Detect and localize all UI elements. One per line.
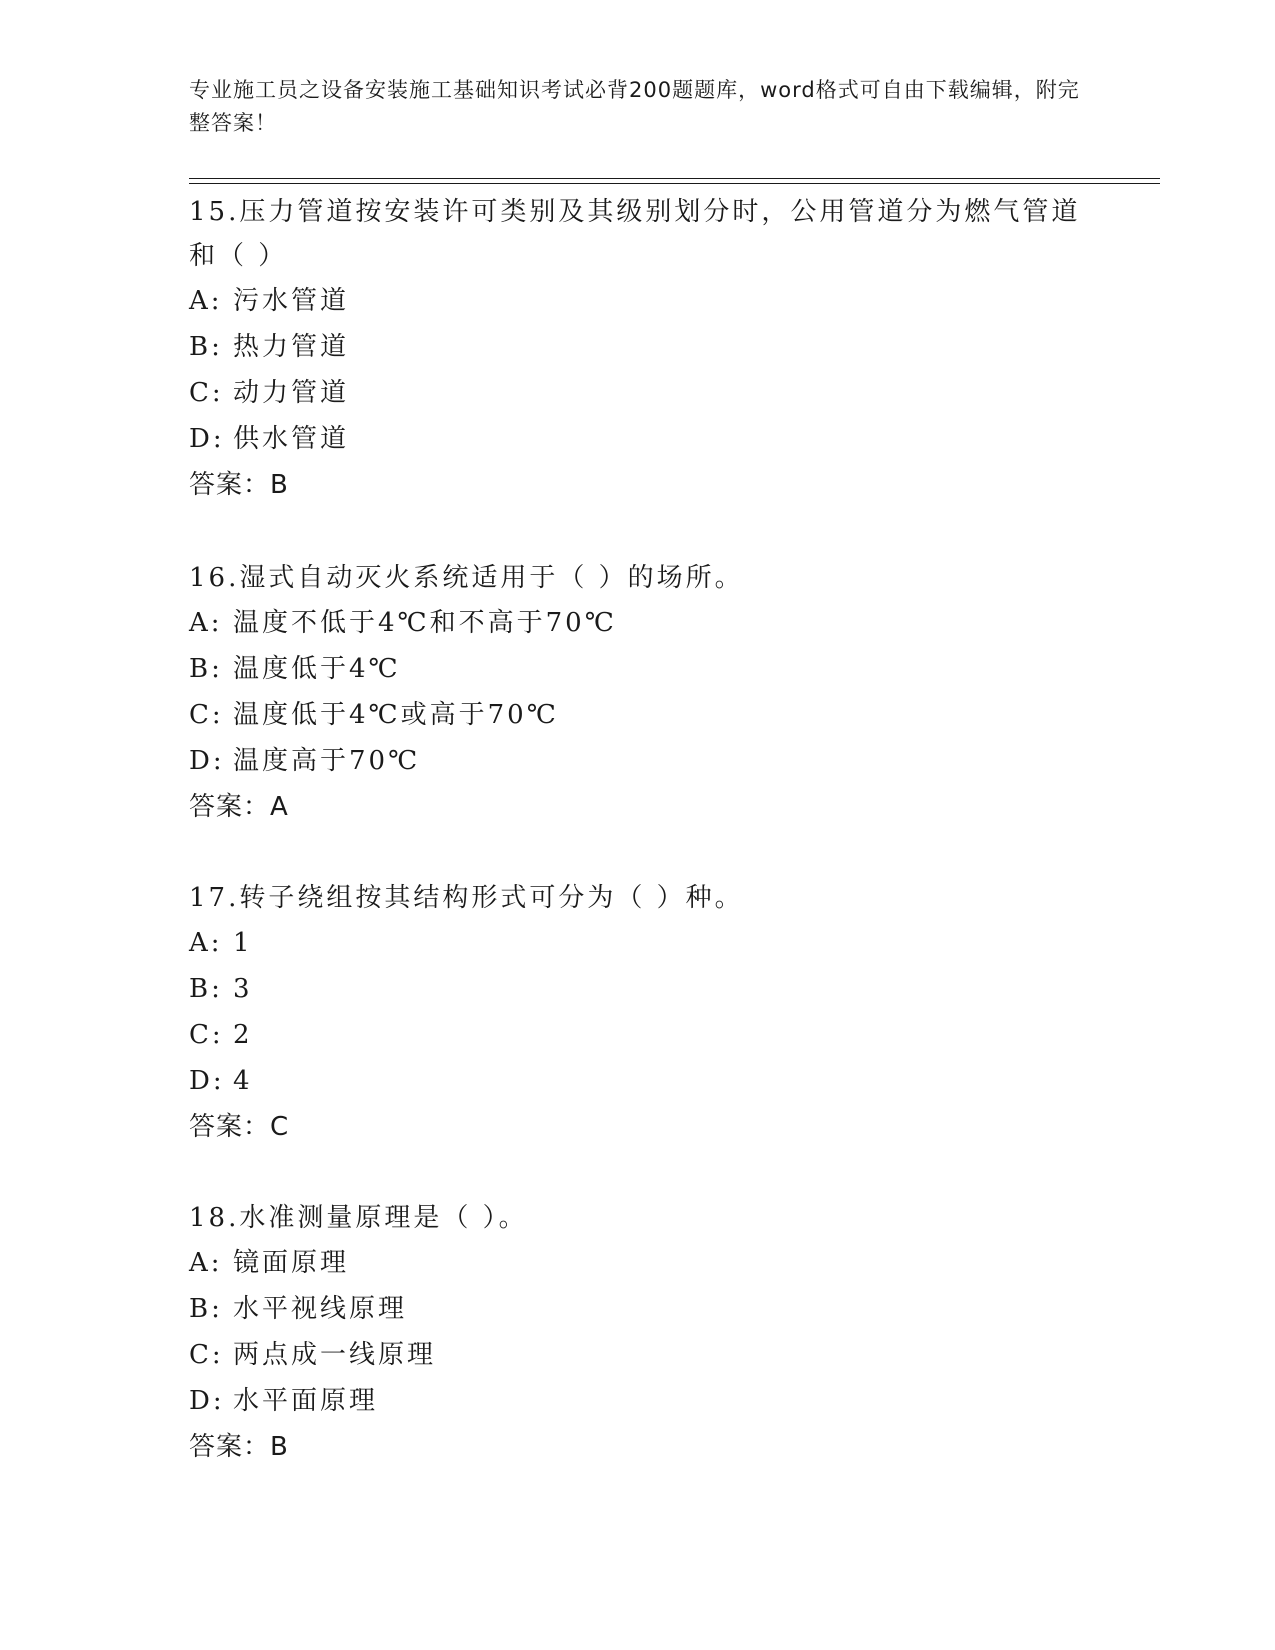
option-text: 水平视线原理 bbox=[233, 1294, 408, 1324]
option-c bbox=[189, 1332, 1089, 1378]
question-17 bbox=[189, 876, 1089, 1150]
answer: 答案：B bbox=[189, 470, 289, 500]
option-text: 温度低于4℃或高于70℃ bbox=[233, 700, 559, 730]
option-d bbox=[189, 738, 1089, 784]
option-d bbox=[189, 416, 1089, 462]
option-label: D: bbox=[189, 1386, 225, 1416]
option-label: C: bbox=[189, 1020, 224, 1050]
answer: 答案：B bbox=[189, 1432, 289, 1462]
option-text: 温度高于70℃ bbox=[233, 746, 421, 776]
question-text: 15.压力管道按安装许可类别及其级别划分时，公用管道分为燃气管道和（ ） bbox=[189, 197, 1081, 271]
option-text: 2 bbox=[233, 1020, 253, 1050]
question-text: 17.转子绕组按其结构形式可分为（ ）种。 bbox=[189, 883, 744, 913]
option-d bbox=[189, 1378, 1089, 1424]
option-a bbox=[189, 920, 1089, 966]
option-a bbox=[189, 278, 1089, 324]
option-text: 供水管道 bbox=[233, 424, 350, 454]
option-a bbox=[189, 1240, 1089, 1286]
option-text: 4 bbox=[233, 1066, 253, 1096]
option-c bbox=[189, 692, 1089, 738]
option-text: 1 bbox=[233, 928, 253, 958]
option-c bbox=[189, 1012, 1089, 1058]
option-text: 两点成一线原理 bbox=[233, 1340, 437, 1370]
option-label: A: bbox=[189, 608, 223, 638]
option-label: D: bbox=[189, 1066, 225, 1096]
option-b bbox=[189, 646, 1089, 692]
header-divider-top bbox=[189, 178, 1160, 179]
option-label: B: bbox=[189, 654, 223, 684]
option-label: C: bbox=[189, 700, 224, 730]
option-text: 水平面原理 bbox=[233, 1386, 379, 1416]
option-text: 温度低于4℃ bbox=[233, 654, 401, 684]
option-label: A: bbox=[189, 286, 223, 316]
option-label: D: bbox=[189, 424, 225, 454]
header-divider-bottom bbox=[189, 183, 1160, 184]
option-label: B: bbox=[189, 974, 223, 1004]
question-text: 18.水准测量原理是（ ）。 bbox=[189, 1203, 528, 1233]
option-c bbox=[189, 370, 1089, 416]
option-label: C: bbox=[189, 1340, 224, 1370]
document-header: 专业施工员之设备安装施工基础知识考试必背200题题库，word格式可自由下载编辑，附完整答案！ bbox=[189, 78, 1080, 135]
option-a bbox=[189, 600, 1089, 646]
option-label: A: bbox=[189, 1248, 223, 1278]
option-label: D: bbox=[189, 746, 225, 776]
option-b bbox=[189, 1286, 1089, 1332]
question-15 bbox=[189, 190, 1089, 508]
option-text: 动力管道 bbox=[233, 378, 350, 408]
option-label: B: bbox=[189, 1294, 223, 1324]
answer: 答案：A bbox=[189, 792, 289, 822]
question-text: 16.湿式自动灭火系统适用于（ ）的场所。 bbox=[189, 563, 744, 593]
option-d bbox=[189, 1058, 1089, 1104]
question-18 bbox=[189, 1196, 1089, 1470]
option-text: 温度不低于4℃和不高于70℃ bbox=[233, 608, 617, 638]
option-text: 污水管道 bbox=[233, 286, 350, 316]
option-text: 热力管道 bbox=[233, 332, 350, 362]
option-b bbox=[189, 966, 1089, 1012]
option-label: C: bbox=[189, 378, 224, 408]
answer: 答案：C bbox=[189, 1112, 290, 1142]
option-b bbox=[189, 324, 1089, 370]
option-text: 3 bbox=[233, 974, 253, 1004]
option-label: B: bbox=[189, 332, 223, 362]
option-label: A: bbox=[189, 928, 223, 958]
question-16 bbox=[189, 556, 1089, 830]
option-text: 镜面原理 bbox=[233, 1248, 350, 1278]
